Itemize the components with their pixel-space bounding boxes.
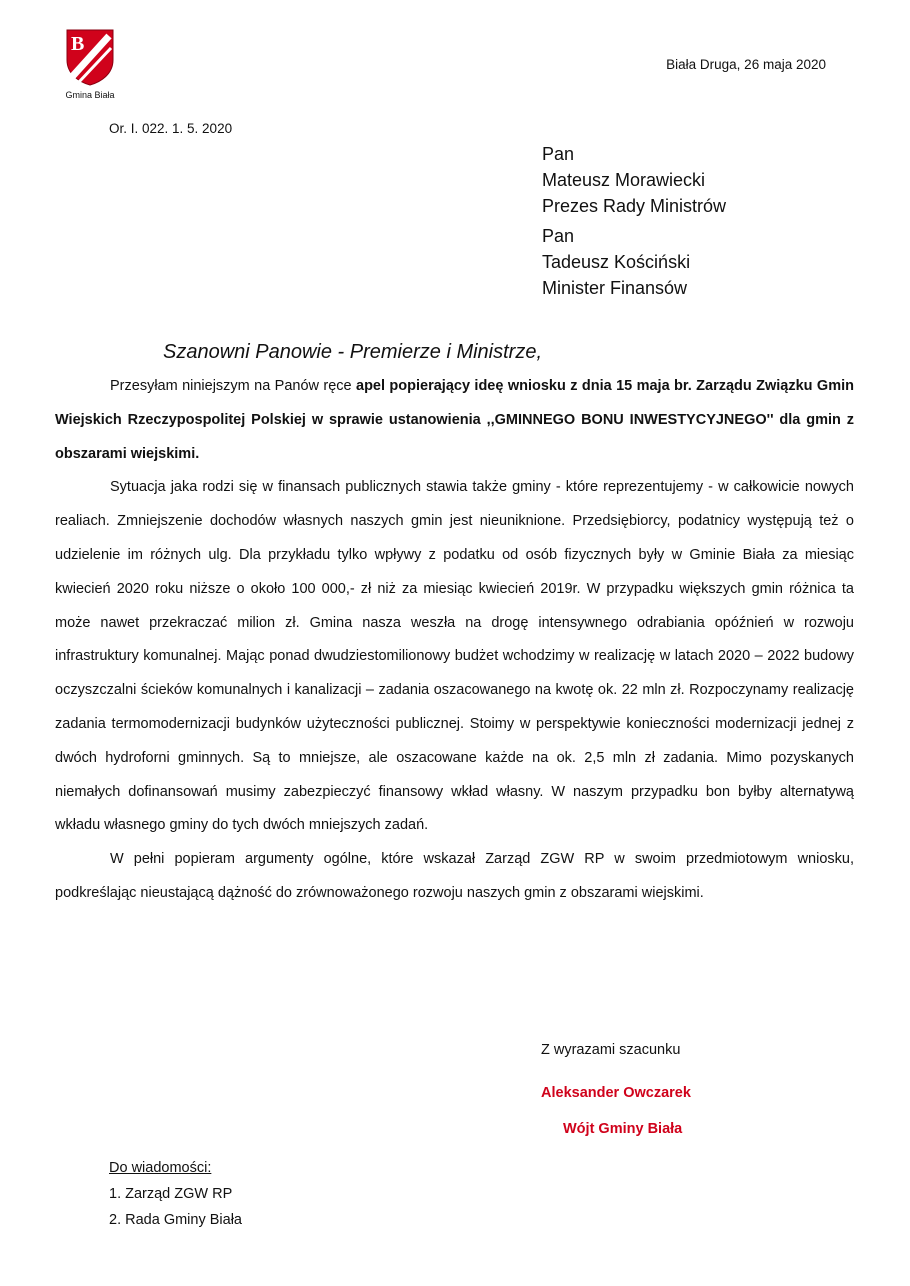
letter-date: Biała Druga, 26 maja 2020: [666, 57, 826, 72]
body-paragraph-3: W pełni popieram argumenty ogólne, które wskazał Zarząd ZGW RP w swoim przedmiotowym wniosku, podkreślając nieustającą dążność do zrównoważonego rozwoju naszych gmin z obszarami wiejskimi.: [55, 851, 854, 901]
municipality-logo: [58, 28, 122, 100]
signer-role: Wójt Gminy Biała: [563, 1121, 683, 1137]
cc-item: 1. Zarząd ZGW RP: [109, 1186, 233, 1202]
svg-text:B: B: [71, 33, 85, 55]
body-paragraph-2: Sytuacja jaka rodzi się w finansach publicznych stawia także gminy - które reprezentujemy - w całkowicie nowych realiach. Zmniejszenie dochodów własnych naszych gmin jest nieuniknione. Przedsiębiorcy, podatnicy występują też o udzielenie im różnych ulg. Dla przykładu tylko wpływy z podatku od osób fizycznych były w Gminie Biała za miesiąc kwiecień 2020 roku niższe o około 100 000,- zł niż za miesiąc kwiecień 2019r. W przypadku większych gmin różnica ta może nawet przekraczać milion zł. Gmina nasza weszła na drogę intensywnego odrabiania opóźnień w rozwoju infrastruktury komunalnej. Mając ponad dwudziestomilionowy budżet wchodzimy w realizację w latach 2020 – 2022 budowy oczyszczalni ścieków komunalnych i kanalizacji – zadania oszacowanego na kwotę ok. 22 mln zł. Rozpoczynamy realizację zadania termomodernizacji budynków użyteczności publicznej. Stoimy w perspektywie konieczności modernizacji jednej z dwóch hydroforni gminnych. Są to mniejsze, ale oszacowane każde na ok. 2,5 mln zł zadania. Mimo pozyskanych niemałych dofinansowań musimy zabezpieczyć finansowy wkład własny. W naszym przypadku bon byłby alternatywą wkładu własnego gminy do tych dwóch mniejszych zadań.: [55, 479, 854, 834]
paragraph-bold-text: apel popierający ideę wniosku z dnia 15 maja br. Zarządu Związku Gmin Wiejskich Rzeczypospolitej Polskiej w sprawie ustanowienia ,,GMINNEGO BONU INWESTYCYJNEGO'' dla gmin z obszarami wiejskimi.: [55, 378, 854, 462]
body-paragraph-1: [55, 370, 854, 471]
addressee-title: Pan: [542, 226, 575, 246]
paragraph-intro: Przesyłam niniejszym na Panów ręce: [110, 378, 357, 394]
cc-item: 2. Rada Gminy Biała: [109, 1212, 242, 1228]
addressee-name: Tadeusz Kościński: [542, 252, 691, 272]
signer-name: Aleksander Owczarek: [541, 1085, 691, 1101]
salutation: Szanowni Panowie - Premierze i Ministrze,: [163, 341, 543, 363]
closing-phrase: Z wyrazami szacunku: [541, 1042, 681, 1058]
addressee-prime-minister: [542, 141, 726, 219]
addressee-title: Pan: [542, 144, 575, 164]
addressee-finance-minister: [542, 223, 690, 301]
reference-number: Or. I. 022. 1. 5. 2020: [109, 121, 233, 136]
cc-heading: Do wiadomości:: [109, 1160, 212, 1176]
logo-caption: Gmina Biała: [65, 90, 115, 100]
addressee-position: Minister Finansów: [542, 278, 688, 298]
cc-list: [109, 1155, 242, 1233]
letter-body: [55, 370, 854, 911]
coat-of-arms-icon: [65, 28, 115, 86]
addressee-position: Prezes Rady Ministrów: [542, 196, 727, 216]
addressee-name: Mateusz Morawiecki: [542, 170, 706, 190]
